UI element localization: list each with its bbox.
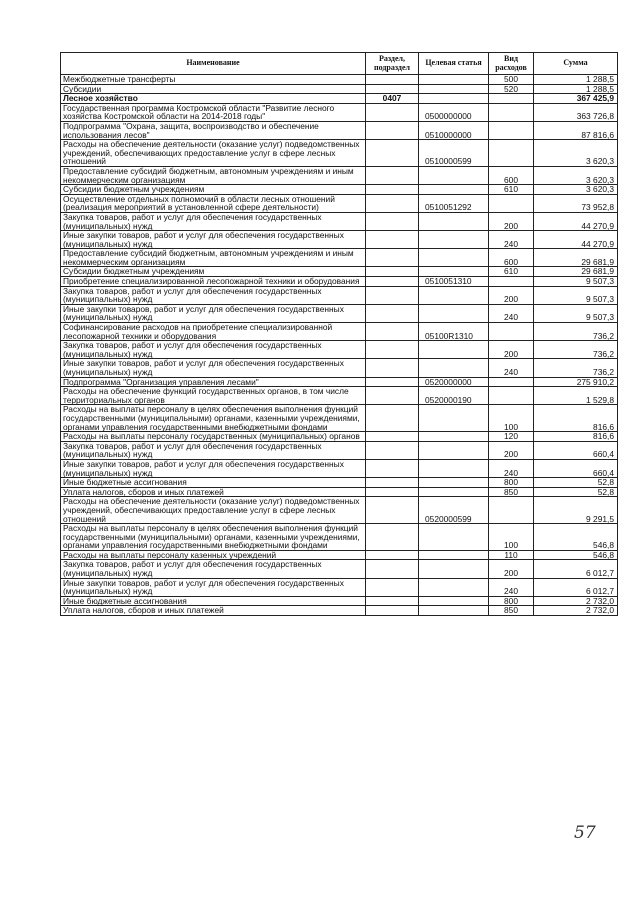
cell-section: [366, 441, 419, 459]
cell-target: [419, 432, 489, 442]
header-section: Раздел, подраздел: [366, 53, 419, 75]
cell-target: 05100R1310: [419, 323, 489, 341]
cell-name: Иные бюджетные ассигнования: [61, 478, 366, 488]
cell-name: Расходы на выплаты персоналу в целях обеспечения выполнения функций государственными (муниципальными) органами, казенными учреждениями, органами управления государственными внебюджетными фондами: [61, 524, 366, 551]
table-row: [61, 185, 618, 195]
table-row: [61, 459, 618, 477]
cell-section: [366, 121, 419, 139]
cell-name: Расходы на выплаты персоналу казенных учреждений: [61, 550, 366, 560]
table-row: [61, 304, 618, 322]
cell-type: 200: [489, 212, 534, 230]
cell-name: Субсидии бюджетным учреждениям: [61, 185, 366, 195]
cell-sum: 3 620,3: [534, 140, 618, 167]
cell-name: Закупка товаров, работ и услуг для обеспечения государственных (муниципальных) нужд: [61, 341, 366, 359]
cell-section: [366, 249, 419, 267]
cell-section: [366, 359, 419, 377]
cell-sum: 44 270,9: [534, 231, 618, 249]
cell-type: 500: [489, 75, 534, 85]
cell-sum: 660,4: [534, 441, 618, 459]
cell-target: 0520000599: [419, 497, 489, 524]
cell-name: Иные закупки товаров, работ и услуг для обеспечения государственных (муниципальных) нужд: [61, 304, 366, 322]
cell-sum: 736,2: [534, 359, 618, 377]
cell-target: 0510000000: [419, 121, 489, 139]
cell-section: [366, 277, 419, 287]
cell-name: Предоставление субсидий бюджетным, автономным учреждениям и иным некоммерческим организациям: [61, 249, 366, 267]
cell-target: 0510000599: [419, 140, 489, 167]
cell-type: 600: [489, 249, 534, 267]
cell-target: [419, 459, 489, 477]
table-row: [61, 323, 618, 341]
cell-section: [366, 103, 419, 121]
cell-section: [366, 323, 419, 341]
cell-sum: 736,2: [534, 323, 618, 341]
cell-section: [366, 185, 419, 195]
table-row: [61, 387, 618, 405]
cell-type: 240: [489, 578, 534, 596]
cell-target: [419, 487, 489, 497]
cell-type: 850: [489, 487, 534, 497]
cell-name: Расходы на выплаты персоналу государственных (муниципальных) органов: [61, 432, 366, 442]
table-row: [61, 524, 618, 551]
cell-sum: 29 681,9: [534, 249, 618, 267]
cell-sum: 363 726,8: [534, 103, 618, 121]
cell-target: [419, 75, 489, 85]
cell-type: 610: [489, 267, 534, 277]
cell-sum: 546,8: [534, 550, 618, 560]
cell-name: Закупка товаров, работ и услуг для обеспечения государственных (муниципальных) нужд: [61, 560, 366, 578]
cell-name: Расходы на обеспечение функций государственных органов, в том числе территориальных органов: [61, 387, 366, 405]
table-row: [61, 606, 618, 616]
table-row: [61, 84, 618, 94]
table-row: [61, 405, 618, 432]
cell-type: 240: [489, 231, 534, 249]
table-row: [61, 432, 618, 442]
cell-target: [419, 286, 489, 304]
cell-type: 600: [489, 166, 534, 184]
cell-sum: 3 620,3: [534, 185, 618, 195]
cell-name: Закупка товаров, работ и услуг для обеспечения государственных (муниципальных) нужд: [61, 441, 366, 459]
cell-sum: 3 620,3: [534, 166, 618, 184]
cell-target: [419, 341, 489, 359]
cell-name: Предоставление субсидий бюджетным, автономным учреждениям и иным некоммерческим организациям: [61, 166, 366, 184]
cell-type: 520: [489, 84, 534, 94]
cell-sum: 275 910,2: [534, 377, 618, 387]
cell-target: [419, 94, 489, 104]
header-name: Наименование: [61, 53, 366, 75]
header-row: [61, 53, 618, 75]
cell-section: [366, 387, 419, 405]
page-number: 57: [574, 823, 596, 843]
cell-sum: 367 425,9: [534, 94, 618, 104]
cell-section: [366, 212, 419, 230]
cell-section: [366, 166, 419, 184]
cell-name: Иные закупки товаров, работ и услуг для обеспечения государственных (муниципальных) нужд: [61, 231, 366, 249]
cell-type: [489, 277, 534, 287]
cell-name: Иные бюджетные ассигнования: [61, 596, 366, 606]
cell-type: 110: [489, 550, 534, 560]
cell-section: [366, 487, 419, 497]
cell-name: Расходы на обеспечение деятельности (оказание услуг) подведомственных учреждений, обеспечивающих предоставление услуг в сфере лесных отношений: [61, 497, 366, 524]
cell-target: [419, 212, 489, 230]
cell-target: [419, 166, 489, 184]
cell-target: [419, 185, 489, 195]
table-row: [61, 249, 618, 267]
cell-sum: 6 012,7: [534, 578, 618, 596]
cell-sum: 2 732,0: [534, 606, 618, 616]
table-row: [61, 578, 618, 596]
cell-section: [366, 606, 419, 616]
cell-type: [489, 140, 534, 167]
cell-section: [366, 304, 419, 322]
cell-target: [419, 596, 489, 606]
cell-section: [366, 84, 419, 94]
cell-section: [366, 140, 419, 167]
cell-section: [366, 497, 419, 524]
cell-target: [419, 84, 489, 94]
cell-section: [366, 405, 419, 432]
cell-target: 0500000000: [419, 103, 489, 121]
table-row: [61, 286, 618, 304]
cell-type: 200: [489, 286, 534, 304]
table-row: [61, 560, 618, 578]
cell-section: [366, 560, 419, 578]
cell-section: [366, 478, 419, 488]
cell-name: Закупка товаров, работ и услуг для обеспечения государственных (муниципальных) нужд: [61, 286, 366, 304]
cell-target: 0510051292: [419, 194, 489, 212]
cell-target: [419, 249, 489, 267]
cell-target: [419, 550, 489, 560]
cell-sum: 44 270,9: [534, 212, 618, 230]
cell-sum: 2 732,0: [534, 596, 618, 606]
cell-section: [366, 524, 419, 551]
cell-section: [366, 578, 419, 596]
cell-sum: 52,8: [534, 487, 618, 497]
cell-sum: 29 681,9: [534, 267, 618, 277]
cell-name: Иные закупки товаров, работ и услуг для обеспечения государственных (муниципальных) нужд: [61, 459, 366, 477]
cell-sum: 816,6: [534, 432, 618, 442]
cell-name: Уплата налогов, сборов и иных платежей: [61, 606, 366, 616]
cell-section: [366, 432, 419, 442]
cell-type: 120: [489, 432, 534, 442]
cell-type: 200: [489, 441, 534, 459]
cell-sum: 87 816,6: [534, 121, 618, 139]
cell-section: [366, 286, 419, 304]
cell-sum: 52,8: [534, 478, 618, 488]
cell-name: Субсидии бюджетным учреждениям: [61, 267, 366, 277]
table-row: [61, 377, 618, 387]
table-row: [61, 341, 618, 359]
cell-section: [366, 231, 419, 249]
cell-target: [419, 478, 489, 488]
cell-sum: 9 507,3: [534, 277, 618, 287]
cell-name: Софинансирование расходов на приобретение специализированной лесопожарной техники и оборудования: [61, 323, 366, 341]
header-type: Вид расходов: [489, 53, 534, 75]
cell-target: [419, 524, 489, 551]
cell-name: Расходы на обеспечение деятельности (оказание услуг) подведомственных учреждений, обеспечивающих предоставление услуг в сфере лесных отношений: [61, 140, 366, 167]
cell-section: 0407: [366, 94, 419, 104]
table-row: [61, 75, 618, 85]
cell-type: 800: [489, 596, 534, 606]
cell-target: 0520000190: [419, 387, 489, 405]
cell-name: Субсидии: [61, 84, 366, 94]
cell-target: 0520000000: [419, 377, 489, 387]
cell-type: [489, 497, 534, 524]
table-row: [61, 103, 618, 121]
table-row: [61, 441, 618, 459]
table-row: [61, 194, 618, 212]
cell-type: 200: [489, 341, 534, 359]
cell-type: 200: [489, 560, 534, 578]
table-row: [61, 231, 618, 249]
cell-type: 100: [489, 405, 534, 432]
cell-name: Осуществление отдельных полномочий в области лесных отношений (реализация мероприятий в установленной сфере деятельности): [61, 194, 366, 212]
cell-type: [489, 387, 534, 405]
cell-target: [419, 405, 489, 432]
cell-name: Иные закупки товаров, работ и услуг для обеспечения государственных (муниципальных) нужд: [61, 359, 366, 377]
cell-section: [366, 550, 419, 560]
cell-type: [489, 94, 534, 104]
cell-target: [419, 578, 489, 596]
table-row: [61, 121, 618, 139]
cell-sum: 9 507,3: [534, 304, 618, 322]
cell-name: Расходы на выплаты персоналу в целях обеспечения выполнения функций государственными (муниципальными) органами, казенными учреждениями, органами управления государственными внебюджетными фондами: [61, 405, 366, 432]
cell-type: 100: [489, 524, 534, 551]
cell-target: [419, 267, 489, 277]
table-row: [61, 166, 618, 184]
table-row: [61, 359, 618, 377]
cell-sum: 1 288,5: [534, 84, 618, 94]
cell-section: [366, 377, 419, 387]
cell-sum: 9 291,5: [534, 497, 618, 524]
table-body: [61, 75, 618, 616]
cell-type: 610: [489, 185, 534, 195]
cell-target: 0510051310: [419, 277, 489, 287]
cell-sum: 816,6: [534, 405, 618, 432]
cell-type: [489, 194, 534, 212]
table-row: [61, 277, 618, 287]
cell-target: [419, 560, 489, 578]
cell-section: [366, 459, 419, 477]
cell-sum: 6 012,7: [534, 560, 618, 578]
cell-sum: 1 288,5: [534, 75, 618, 85]
cell-target: [419, 606, 489, 616]
header-sum: Сумма: [534, 53, 618, 75]
cell-type: [489, 323, 534, 341]
cell-sum: 736,2: [534, 341, 618, 359]
cell-name: Государственная программа Костромской области "Развитие лесного хозяйства Костромской области на 2014-2018 годы": [61, 103, 366, 121]
cell-type: [489, 103, 534, 121]
cell-target: [419, 441, 489, 459]
cell-name: Подпрограмма "Организация управления лесами": [61, 377, 366, 387]
cell-section: [366, 267, 419, 277]
cell-target: [419, 359, 489, 377]
cell-target: [419, 304, 489, 322]
table-row: [61, 478, 618, 488]
cell-type: 240: [489, 304, 534, 322]
cell-type: 240: [489, 359, 534, 377]
header-target: Целевая статья: [419, 53, 489, 75]
cell-type: 850: [489, 606, 534, 616]
table-row: [61, 550, 618, 560]
cell-section: [366, 341, 419, 359]
cell-name: Приобретение специализированной лесопожарной техники и оборудования: [61, 277, 366, 287]
cell-sum: 73 952,8: [534, 194, 618, 212]
budget-table: [60, 52, 618, 616]
cell-type: 800: [489, 478, 534, 488]
cell-section: [366, 75, 419, 85]
table-row: [61, 94, 618, 104]
cell-name: Лесное хозяйство: [61, 94, 366, 104]
table-row: [61, 497, 618, 524]
table-row: [61, 487, 618, 497]
cell-name: Уплата налогов, сборов и иных платежей: [61, 487, 366, 497]
table-row: [61, 596, 618, 606]
cell-type: [489, 121, 534, 139]
cell-type: 240: [489, 459, 534, 477]
cell-section: [366, 596, 419, 606]
cell-sum: 9 507,3: [534, 286, 618, 304]
cell-sum: 1 529,8: [534, 387, 618, 405]
cell-type: [489, 377, 534, 387]
cell-sum: 660,4: [534, 459, 618, 477]
cell-name: Закупка товаров, работ и услуг для обеспечения государственных (муниципальных) нужд: [61, 212, 366, 230]
table-header: [61, 53, 618, 75]
cell-sum: 546,8: [534, 524, 618, 551]
table-row: [61, 267, 618, 277]
cell-target: [419, 231, 489, 249]
cell-section: [366, 194, 419, 212]
cell-name: Межбюджетные трансферты: [61, 75, 366, 85]
table-row: [61, 212, 618, 230]
table-row: [61, 140, 618, 167]
cell-name: Иные закупки товаров, работ и услуг для обеспечения государственных (муниципальных) нужд: [61, 578, 366, 596]
cell-name: Подпрограмма "Охрана, защита, воспроизводство и обеспечение использования лесов": [61, 121, 366, 139]
